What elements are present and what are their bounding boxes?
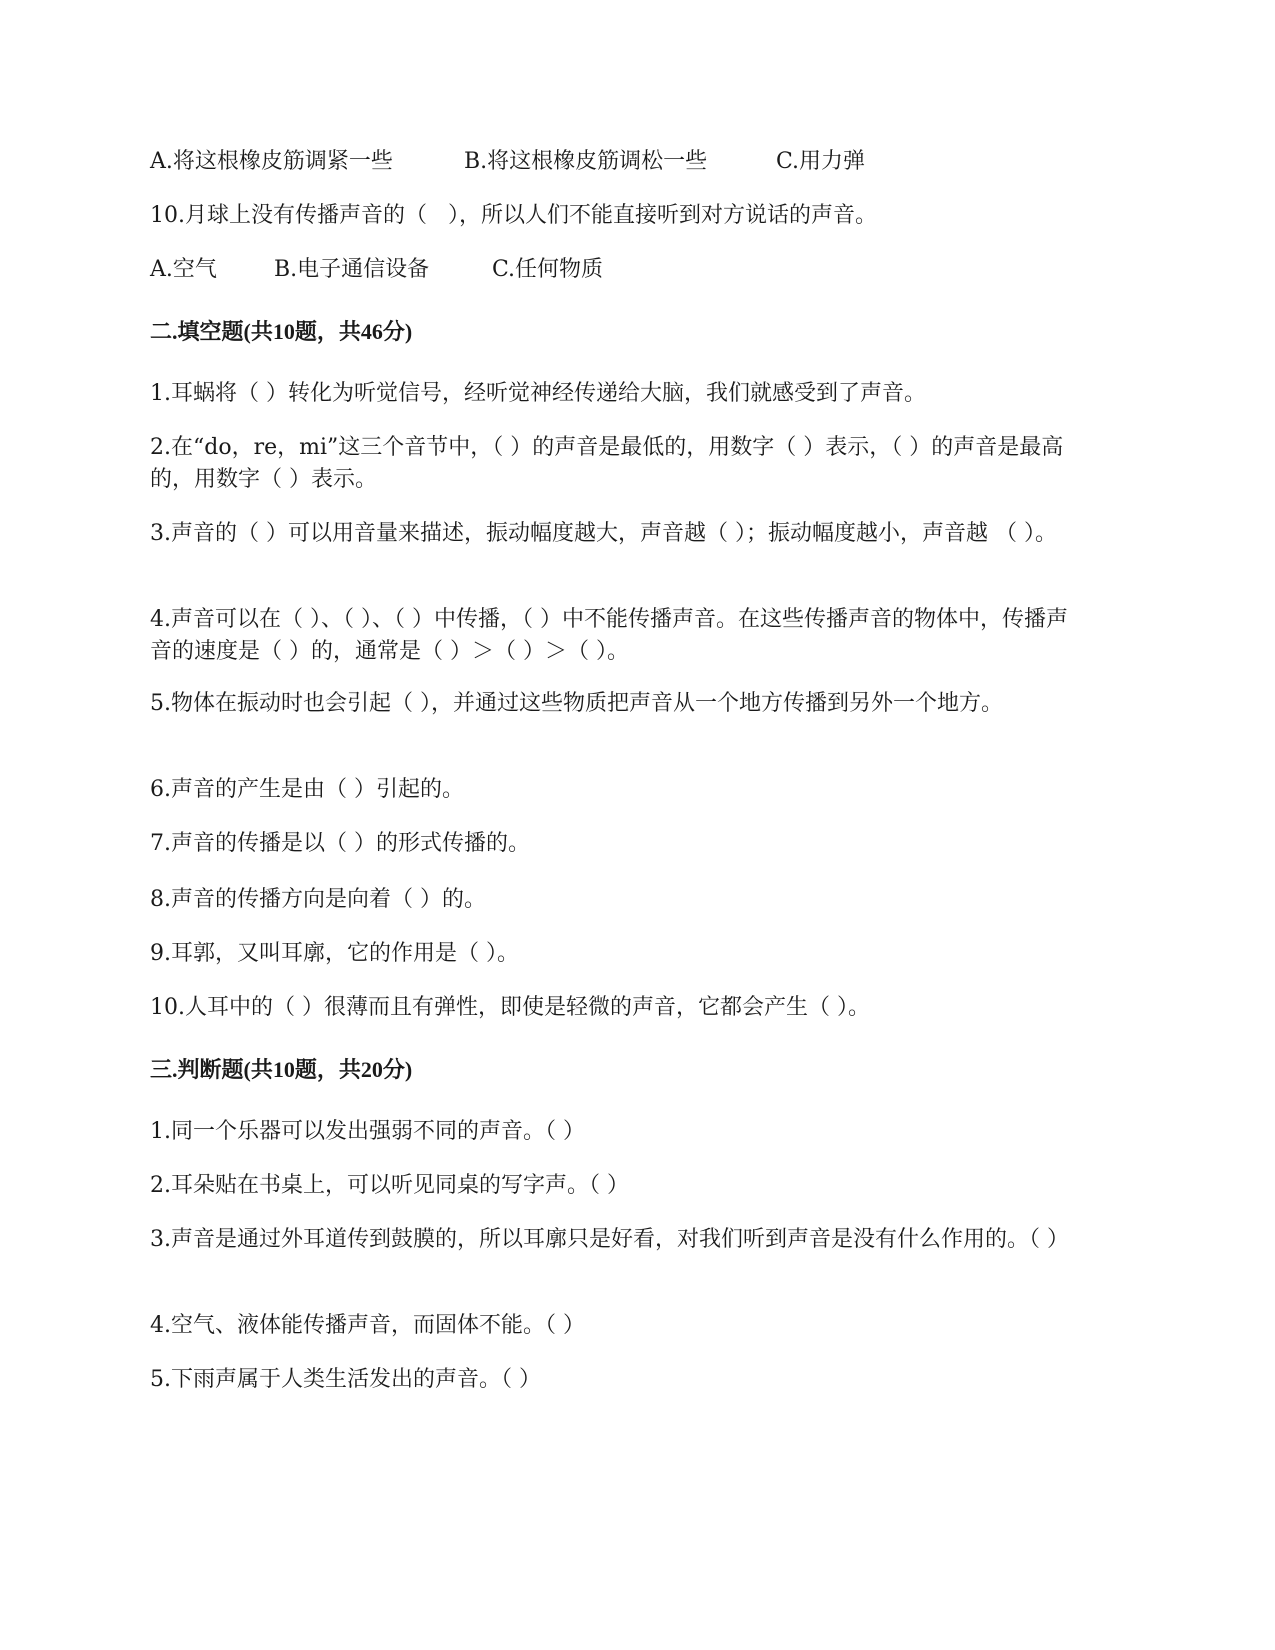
q10-text: 10.月球上没有传播声音的（ ），所以人们不能直接听到对方说话的声音。 bbox=[150, 203, 877, 228]
q10-option-c: C.任何物质 bbox=[492, 257, 604, 282]
section2-heading: 二.填空题(共10题，共46分) bbox=[150, 319, 413, 344]
q9-option-b: B.将这根橡皮筋调松一些 bbox=[464, 149, 708, 174]
fill-question-3: 3.声音的（ ）可以用音量来描述，振动幅度越大，声音越（ ）；振动幅度越小，声音越 （ ）。 bbox=[150, 521, 1057, 546]
judge-question-2: 2.耳朵贴在书桌上，可以听见同桌的写字声。（ ） bbox=[150, 1173, 629, 1198]
q9-options bbox=[150, 146, 865, 178]
fill-question-1: 1.耳蜗将（ ）转化为听觉信号，经听觉神经传递给大脑，我们就感受到了声音。 bbox=[150, 381, 926, 406]
section3-heading: 三.判断题(共10题，共20分) bbox=[150, 1057, 413, 1082]
fill-question-5: 5.物体在振动时也会引起（ ），并通过这些物质把声音从一个地方传播到另外一个地方。 bbox=[150, 691, 1003, 716]
fill-question-2: 2.在“do，re，mi”这三个音节中，（ ）的声音是最低的，用数字（ ）表示，（ ）的声音是最高的，用数字（ ）表示。 bbox=[150, 435, 1064, 492]
judge-question-1: 1.同一个乐器可以发出强弱不同的声音。（ ） bbox=[150, 1119, 585, 1144]
q10-option-a: A.空气 bbox=[150, 257, 217, 282]
q10-option-b: B.电子通信设备 bbox=[274, 257, 430, 282]
q9-option-a: A.将这根橡皮筋调紧一些 bbox=[150, 149, 393, 174]
fill-question-10: 10.人耳中的（ ）很薄而且有弹性，即使是轻微的声音，它都会产生（ ）。 bbox=[150, 995, 870, 1020]
fill-question-7: 7.声音的传播是以（ ）的形式传播的。 bbox=[150, 831, 530, 856]
q10-options bbox=[150, 254, 603, 286]
judge-question-5: 5.下雨声属于人类生活发出的声音。（ ） bbox=[150, 1367, 541, 1392]
fill-question-9: 9.耳郭，又叫耳廓，它的作用是（ ）。 bbox=[150, 941, 519, 966]
fill-question-6: 6.声音的产生是由（ ）引起的。 bbox=[150, 777, 464, 802]
q9-option-c: C.用力弹 bbox=[776, 149, 866, 174]
fill-question-8: 8.声音的传播方向是向着（ ）的。 bbox=[150, 887, 486, 912]
judge-question-4: 4.空气、液体能传播声音，而固体不能。（ ） bbox=[150, 1313, 585, 1338]
judge-question-3: 3.声音是通过外耳道传到鼓膜的，所以耳廓只是好看，对我们听到声音是没有什么作用的。（ ） bbox=[150, 1227, 1069, 1252]
fill-question-4: 4.声音可以在（ ）、（ ）、（ ）中传播，（ ）中不能传播声音。在这些传播声音的物体中，传播声音的速度是（ ）的，通常是（ ）＞（ ）＞（ ）。 bbox=[150, 607, 1068, 664]
